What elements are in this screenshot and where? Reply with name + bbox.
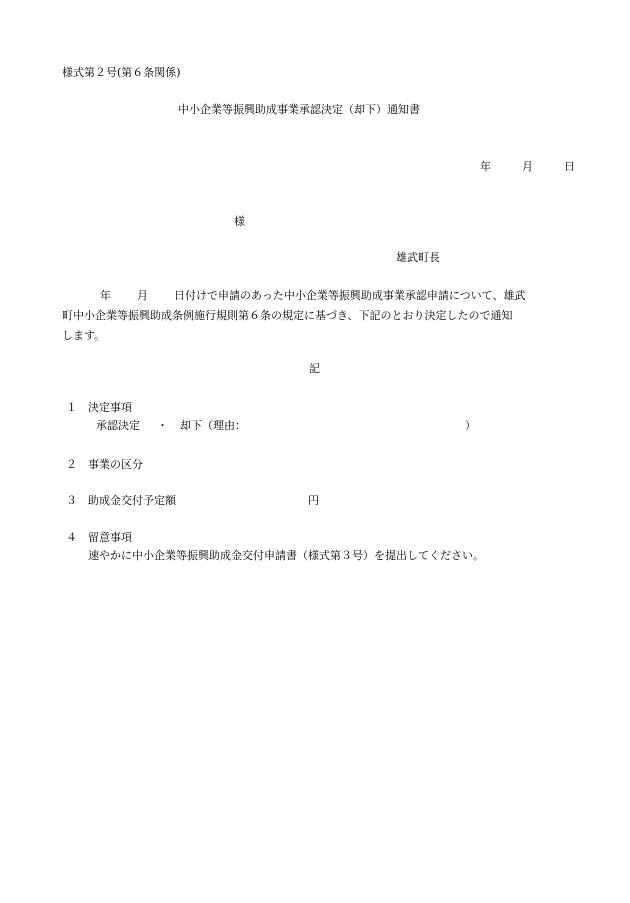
option-separator: ・ [157, 419, 168, 432]
amount-unit: 円 [308, 494, 319, 507]
date-year: 年 [480, 160, 491, 173]
item-3-number: ３ [66, 494, 77, 507]
body-date-month: 月 [137, 289, 148, 302]
item-1-label: 決定事項 [88, 401, 132, 414]
item-3-label: 助成金交付予定額 [88, 494, 176, 507]
item-4-detail: 速やかに中小企業等振興助成金交付申請書（様式第３号）を提出してください。 [88, 549, 484, 562]
item-4-number: ４ [66, 531, 77, 544]
document-title: 中小企業等振興助成事業承認決定（却下）通知書 [178, 103, 420, 116]
item-2-number: ２ [66, 458, 77, 471]
date-month: 月 [522, 160, 533, 173]
item-4-label: 留意事項 [88, 531, 132, 544]
date-day: 日 [564, 160, 575, 173]
body-line-3: します。 [62, 329, 106, 342]
option-reject: 却下（理由： [180, 419, 246, 432]
body-line-1-rest: 日付けで申請のあった中小企業等振興助成事業承認申請について、雄武 [174, 289, 526, 302]
body-line-1 [62, 286, 568, 306]
option-approve: 承認決定 [96, 419, 140, 432]
body-date-year: 年 [100, 289, 111, 302]
ki-heading: 記 [309, 362, 320, 375]
item-1-number: １ [66, 401, 77, 414]
form-number: 様式第２号(第６条関係) [62, 66, 181, 79]
reason-close-paren: ） [465, 419, 476, 432]
item-2-label: 事業の区分 [88, 458, 143, 471]
issue-date [480, 160, 575, 174]
recipient-suffix: 様 [234, 215, 245, 228]
issuer-name: 雄武町長 [396, 251, 440, 264]
body-line-2: 町中小企業等振興助成条例施行規則第６条の規定に基づき、下記のとおり決定したので通知 [62, 309, 513, 322]
body-paragraph [62, 286, 568, 346]
